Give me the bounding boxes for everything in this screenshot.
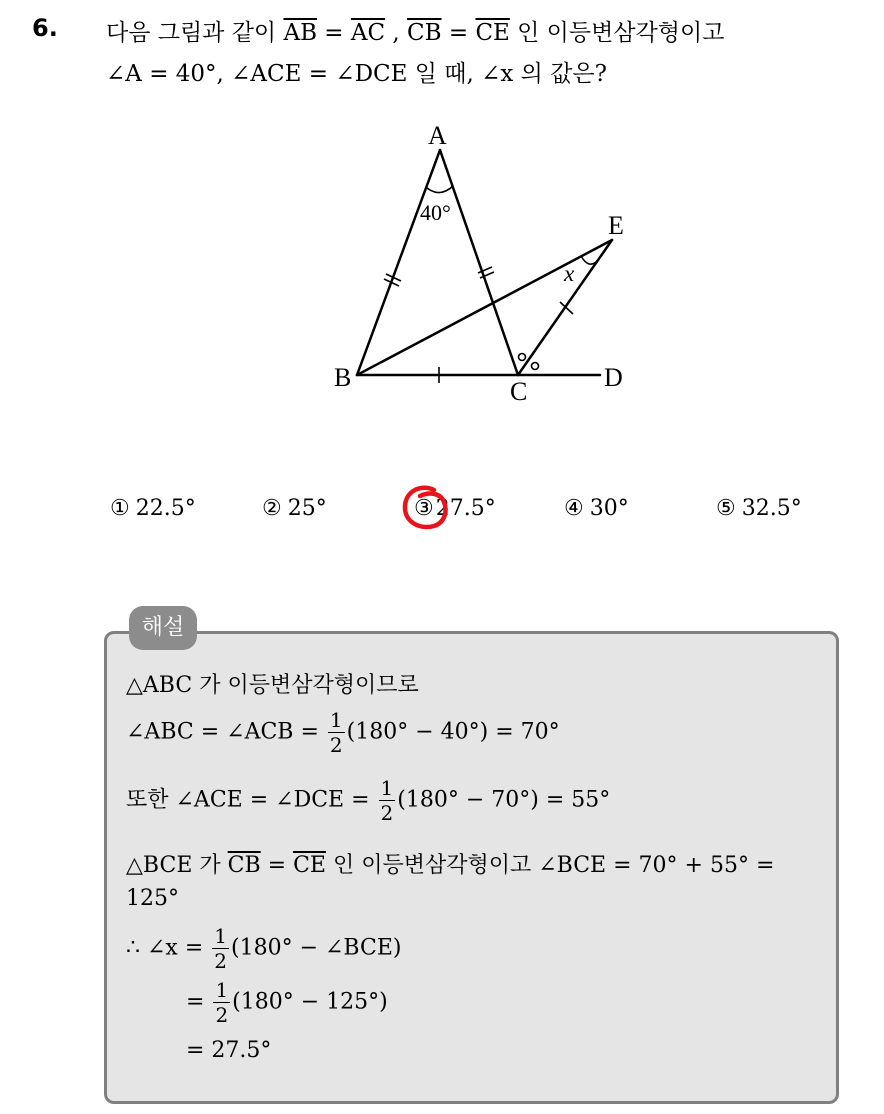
choice-4[interactable] [564,496,629,521]
denominator: 2 [215,1003,229,1027]
angle-a-arc [427,186,453,193]
question-text-pre: 다음 그림과 같이 [106,20,284,46]
question-text-post: 인 이등변삼각형이고 [509,20,725,46]
numerator: 1 [214,924,227,948]
choice-value: 22.5° [135,496,196,521]
choice-value: 30° [589,496,629,521]
segment-ac-line [440,150,518,375]
solution-line-3 [126,778,610,823]
segment-cb: $\overline{CB}$ [407,20,442,46]
comma: , [385,20,408,46]
choice-2[interactable] [262,496,327,521]
expr-post: (180° − 40°) = 70° [346,719,560,745]
choice-marker: ① [110,496,130,521]
fraction [379,778,396,823]
denominator: 2 [214,949,227,973]
choice-marker: ④ [564,496,584,521]
equals-sign: = [441,20,476,46]
label-c: C [510,377,528,406]
choice-marker: ⑤ [716,496,736,521]
expr-pre: ∠ABC = ∠ACB = [126,719,326,745]
choice-5[interactable] [716,496,802,521]
solution-line-5: 125° [126,886,179,911]
fraction [213,980,230,1025]
choice-value: 25° [287,496,327,521]
fraction [328,710,345,755]
solution-line-6 [126,926,401,971]
segment-ce: $\overline{CE}$ [475,20,510,46]
choice-1[interactable] [110,496,196,521]
choice-value: 27.5° [435,496,496,521]
expr-pre: ∴ ∠x = [126,935,211,961]
angle-x-arc [581,256,598,264]
label-a: A [428,121,447,150]
label-x: x [564,261,575,286]
label-d: D [604,363,623,392]
solution-line-8: = 27.5° [186,1038,272,1063]
numerator: 1 [215,978,229,1002]
solution-line-7 [186,980,388,1025]
expr-post: (180° − 70°) = 55° [397,787,611,813]
solution-line-2 [126,710,560,755]
denominator: 2 [380,801,394,825]
solution-line-4 [126,848,774,879]
solution-line-1: △ABC 가 이등변삼각형이므로 [126,673,419,698]
fraction [212,926,229,971]
label-b: B [334,363,352,392]
numerator: 1 [329,708,343,732]
denominator: 2 [329,733,343,757]
segment-cb: $\overline{CB}$ [227,853,261,878]
choice-value: 32.5° [741,496,802,521]
question-number: 6. [32,14,58,42]
segment-ce: $\overline{CE}$ [293,853,326,878]
answer-circle-mark [398,482,458,534]
segment-ac: $\overline{AC}$ [350,20,386,46]
solution-tag: 해설 [129,606,197,650]
equals-sign: = [260,853,294,878]
numerator: 1 [380,776,394,800]
label-e: E [608,211,624,240]
geometry-figure [0,0,884,460]
angle-mark-dce [532,363,539,370]
equals-sign: = [316,20,351,46]
expr-pre: 또한 ∠ACE = ∠DCE = [126,787,377,813]
expr-post: (180° − 125°) [232,989,388,1015]
expr-post: (180° − ∠BCE) [231,935,402,961]
segment-ab: $\overline{AB}$ [283,20,317,46]
segment-ab-line [357,150,440,375]
expr-pre: △BCE 가 [126,853,228,878]
question-text-line2: ∠A = 40°, ∠ACE = ∠DCE 일 때, ∠x 의 값은? [106,61,607,87]
choice-marker: ② [262,496,282,521]
label-angle-a: 40° [420,200,451,225]
choice-marker: ③ [414,496,434,521]
expr-pre: = [186,989,212,1015]
angle-mark-ace [519,354,526,361]
expr-post: 인 이등변삼각형이고 ∠BCE = 70° + 55° = [325,853,775,878]
